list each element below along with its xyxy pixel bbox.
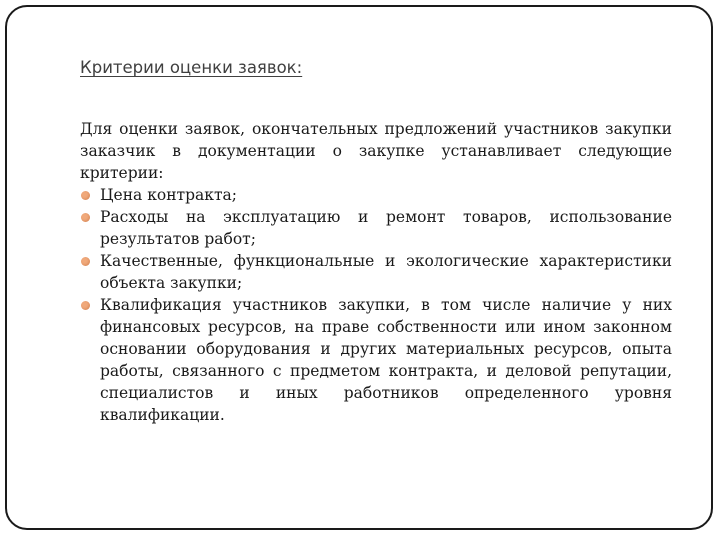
criteria-item-quality (80, 250, 672, 294)
bullet-icon (81, 301, 90, 310)
slide-title: Критерии оценки заявок: (80, 58, 303, 77)
slide-body (80, 118, 672, 426)
criteria-item-price (80, 184, 672, 206)
intro-paragraph: Для оценки заявок, окончательных предложений участников закупки заказчик в документации о закупке устанавливает следующие критерии: (80, 120, 672, 182)
criteria-item-costs (80, 206, 672, 250)
criteria-list (80, 184, 672, 426)
criteria-item-label: Цена контракта; (100, 186, 238, 204)
bullet-icon (81, 191, 90, 200)
criteria-item-label: Квалификация участников закупки, в том числе наличие у них финансовых ресурсов, на праве собственности или ином законном основании оборудования и других материальных ресурсов, опыта работы, связанного с предметом контракта, и деловой репутации, специалистов и иных работников определенного уровня квалификации. (100, 296, 672, 424)
criteria-item-label: Расходы на эксплуатацию и ремонт товаров, использование результатов работ; (100, 208, 672, 248)
bullet-icon (81, 213, 90, 222)
criteria-item-qualification (80, 294, 672, 426)
criteria-item-label: Качественные, функциональные и экологические характеристики объекта закупки; (100, 252, 672, 292)
bullet-icon (81, 257, 90, 266)
